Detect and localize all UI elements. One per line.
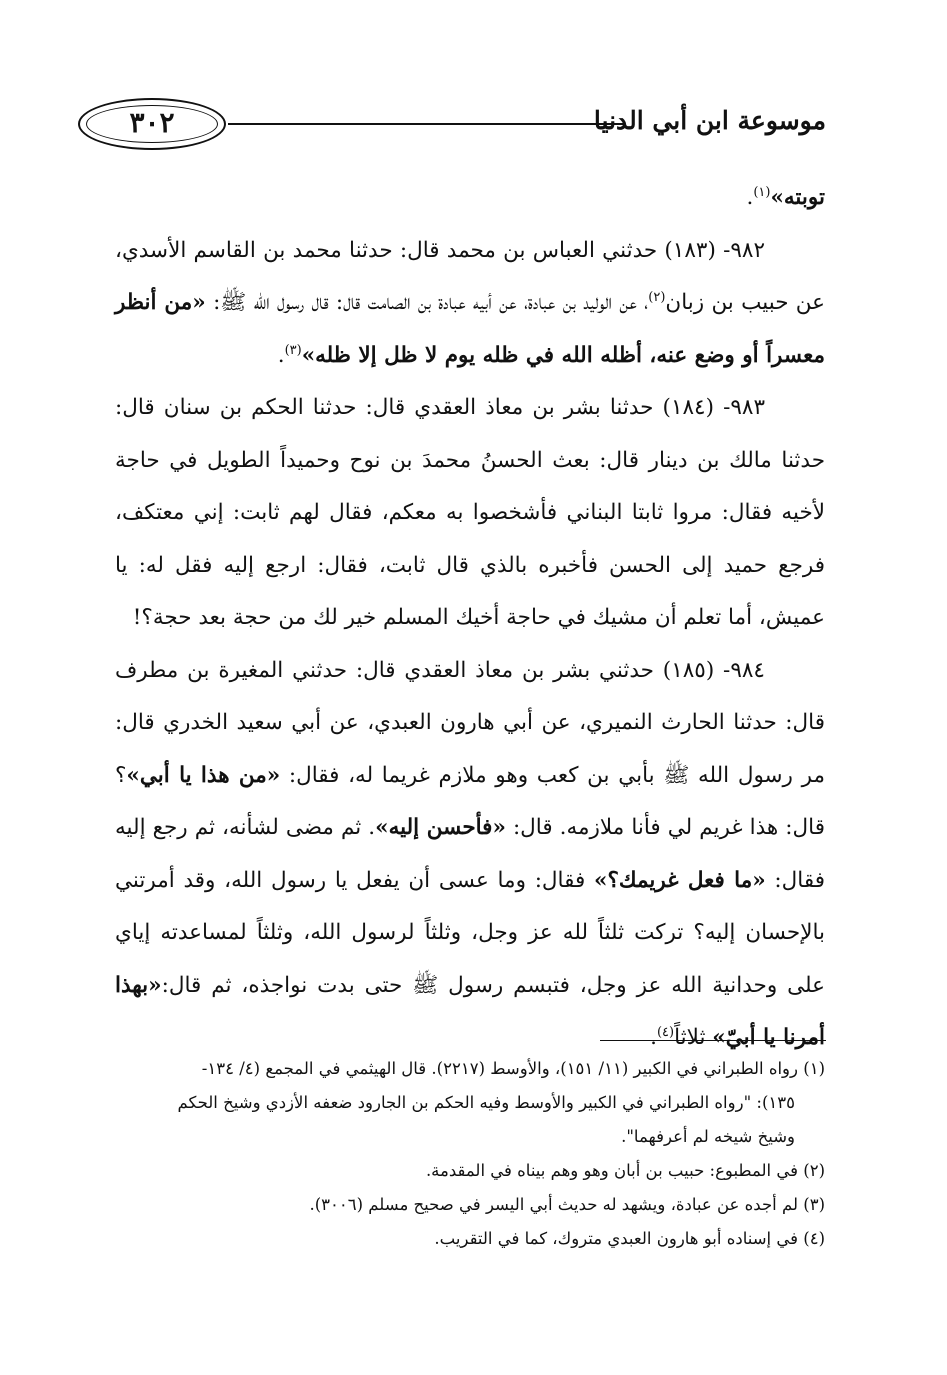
footnote-ref-1: (١): [753, 184, 771, 200]
hadith-982: ٩٨٢- (١٨٣) حدثني العباس بن محمد قال: حدثنا محمد بن القاسم الأسدي، عن حبيب بن زبان$^{(٢)}$، عن الوليد بن عبادة، عن أبيه عبادة بن الصامت قال: قال رسول الله ﷺ: «من أنظر معسراً أو وضع عنه، أظله الله في ظله يوم لا ظل إلا ظله»$^{(٣)}$.: [115, 237, 825, 368]
hadith-983: [115, 382, 825, 645]
footnote-4: (٤) في إسناده أبو هارون العبدي متروك، كما في التقريب.: [434, 1229, 825, 1248]
continuation-paragraph: توبته»$^{(١)}$.: [746, 184, 825, 210]
hadith-984-text-2: ؟ قال: هذا غريم لي فأنا ملازمه. قال:: [115, 762, 825, 840]
footnote-2: (٢) في المطبوع: حبيب بن أبان وهو وهم بيناه في المقدمة.: [425, 1161, 825, 1180]
hadith-984: ٩٨٤- (١٨٥) حدثني بشر بن معاذ العقدي قال: حدثني المغيرة بن مطرف قال: حدثنا الحارث النميري، عن أبي هارون العبدي، عن أبي سعيد الخدري قال: مر رسول الله ﷺ بأبي بن كعب وهو ملازم غريما له، فقال: «من هذا يا أبي»؟ قال: هذا غريم لي فأنا ملازمه. قال: «فأحسن إليه». ثم مضى لشأنه، ثم رجع إليه فقال: «ما فعل غريمك؟» فقال: وما عسى أن يفعل يا رسول الله، وقد أمرتني بالإحسان إليه؟ تركت ثلثاً لله عز وجل، وثلثاً لرسول الله، وثلثاً لمساعدته إياي على وحدانية الله عز وجل، فتبسم رسول ﷺ حتى بدت نواجذه، ثم قال:«بهذا أمرنا يا أبيّ» ثلاثاً$^{(٤)}$.: [115, 657, 826, 1050]
book-title: موسوعة ابن أبي الدنيا: [593, 106, 826, 135]
hadith-984-quote-2: «فأحسن إليه»: [375, 815, 506, 840]
hadith-984-quote-4: «بهذا أمرنا يا أبيّ»: [115, 972, 825, 1050]
hadith-984-text-1: ٩٨٤- (١٨٥) حدثني بشر بن معاذ العقدي قال: حدثني المغيرة بن مطرف قال: حدثنا الحارث النميري، عن أبي هارون العبدي، عن أبي سعيد الخدري قال: مر رسول الله ﷺ بأبي بن كعب وهو ملازم غريما له، فقال:: [115, 657, 825, 788]
page-header: [78, 92, 826, 168]
page-number: ٣٠٢: [129, 106, 175, 139]
main-text: [115, 172, 825, 1065]
hadith-984-text-4: فقال: وما عسى أن يفعل يا رسول الله، وقد أمرتني بالإحسان إليه؟ تركت ثلثاً لله عز وجل، وثلثاً لرسول الله، وثلثاً لمساعدته إياي على وحدانية الله عز وجل، فتبسم رسول ﷺ حتى بدت نواجذه، ثم قال:: [115, 867, 825, 998]
footnote-separator: [600, 1040, 826, 1041]
header-rule: [228, 123, 624, 125]
hadith-983-text: ٩٨٣- (١٨٤) حدثنا بشر بن معاذ العقدي قال: حدثنا الحكم بن سنان قال: حدثنا مالك بن دينار قال: بعث الحسنُ محمدَ بن نوح وحميداً الطويل في حاجة لأخيه فقال: مروا ثابتا البناني فأشخصوا به معكم، فقال لهم ثابت: إني معتكف، فرجع حميد إلى الحسن فأخبره بالذي قال ثابت، فقال: ارجع إليه فقل له: يا عميش، أما تعلم أن مشيك في حاجة أخيك المسلم خير لك من حجة بعد حجة؟!: [115, 395, 825, 630]
footnote-ref-3: (٣): [284, 342, 302, 358]
footnote-1-line-1: (١) رواه الطبراني في الكبير (١١/ ١٥١)، والأوسط (٢٢١٧). قال الهيثمي في المجمع (٤/ ١٣٤-: [201, 1059, 825, 1078]
footnote-ref-2: (٢): [648, 289, 666, 305]
footnote-1-line-2: ١٣٥): "رواه الطبراني في الكبير والأوسط وفيه الحكم بن الجارود ضعفه الأزدي وشيخ الحكم: [177, 1093, 795, 1112]
hadith-984-text-3: . ثم مضى لشأنه، ثم رجع إليه فقال:: [115, 815, 826, 893]
footnotes: [115, 1052, 825, 1256]
footnote-3: (٣) لم أجده عن عبادة، ويشهد له حديث أبي اليسر في صحيح مسلم (٣٠٠٦).: [309, 1195, 825, 1214]
hadith-984-quote-1: «من هذا يا أبي»: [126, 762, 281, 788]
footnote-ref-4: (٤): [656, 1024, 675, 1040]
hadith-982-text-1: ٩٨٢- (١٨٣) حدثني العباس بن محمد قال: حدثنا محمد بن القاسم الأسدي، عن حبيب بن زبان: [115, 237, 825, 315]
hadith-984-quote-3: «ما فعل غريمك؟»: [594, 867, 766, 893]
continuation-text: توبته»: [770, 185, 825, 210]
hadith-984-text-5: ثلاثاً: [674, 1025, 713, 1050]
hadith-982-text-2: ، عن الوليد بن عبادة، عن أبيه عبادة بن الصامت قال: قال رسول الله ﷺ:: [205, 290, 649, 315]
footnote-1-line-3: وشيخ شيخه لم أعرفهما".: [621, 1127, 795, 1146]
hadith-982-quote: «من أنظر معسراً أو وضع عنه، أظله الله في ظله يوم لا ظل إلا ظله»: [115, 290, 825, 368]
